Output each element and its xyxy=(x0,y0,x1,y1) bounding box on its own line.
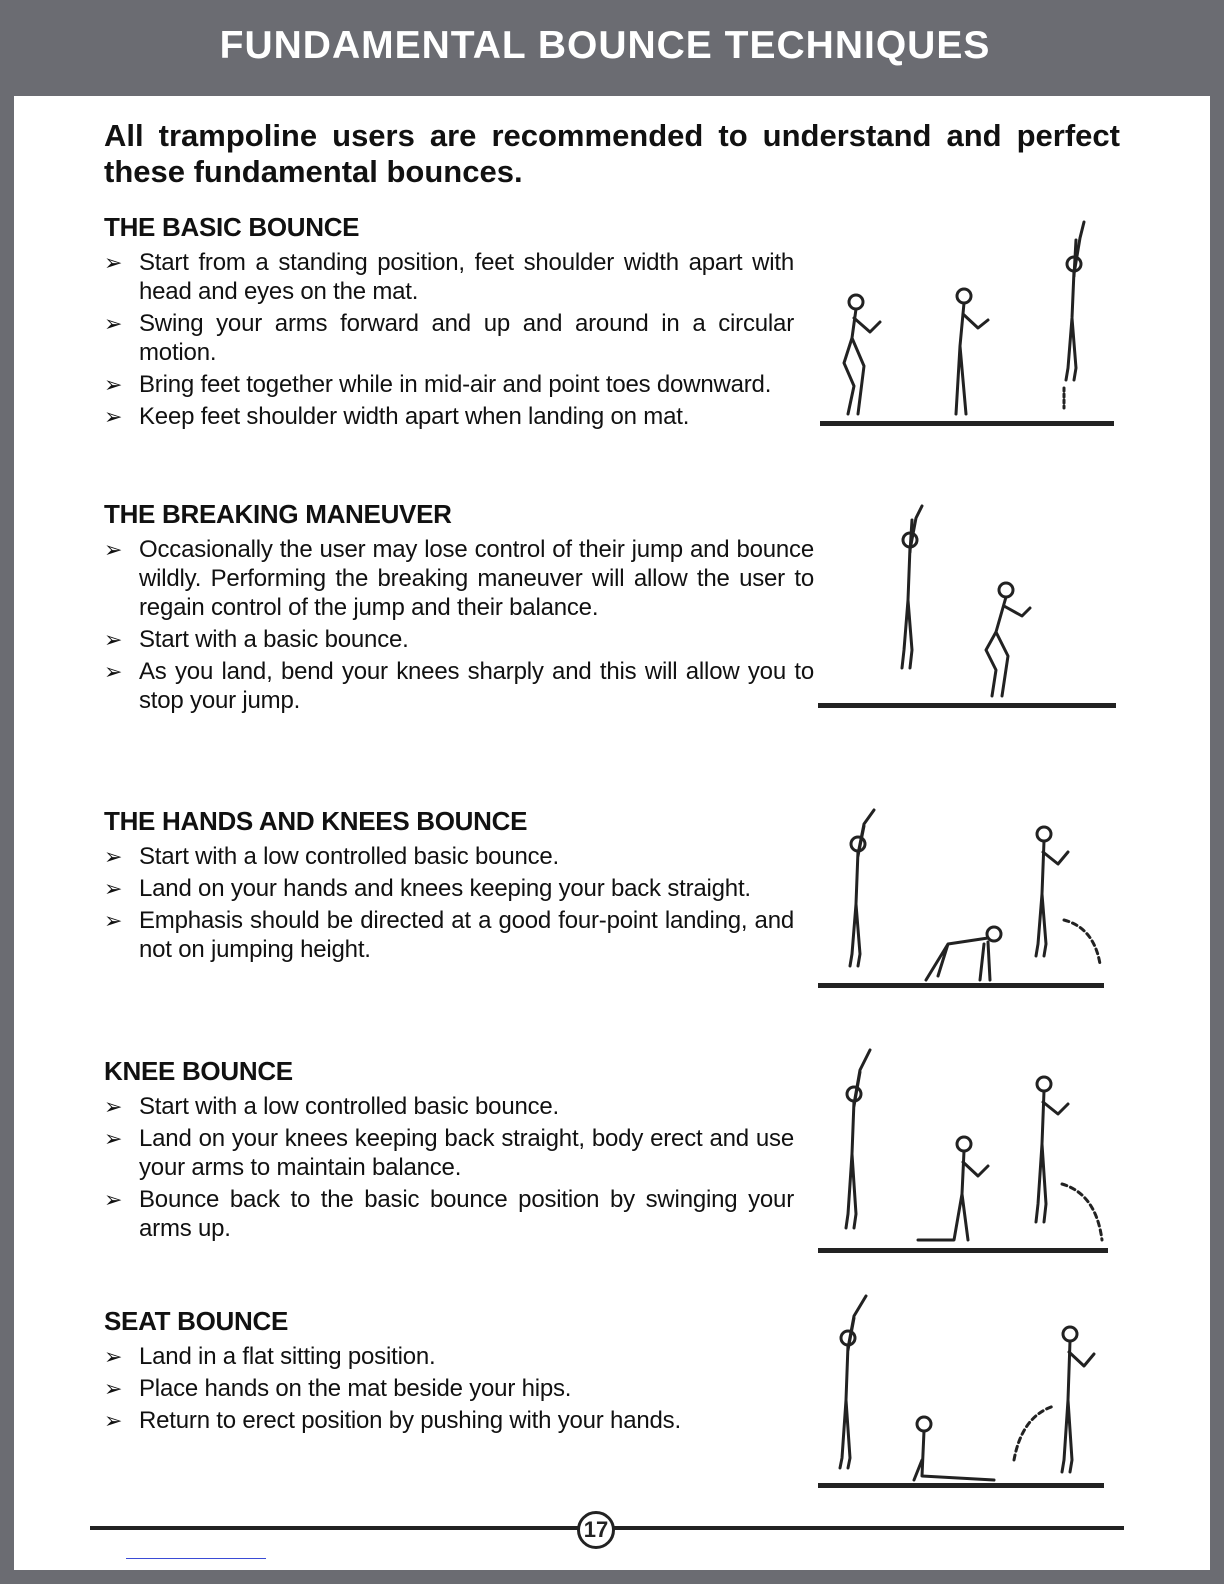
page-header xyxy=(0,0,1224,96)
section-title: SEAT BOUNCE xyxy=(104,1306,289,1336)
list-item: ➢ Land on your hands and knees keeping your back straight. xyxy=(104,875,751,902)
bullet-list xyxy=(104,535,814,715)
list-item: ➢ Bring feet together while in mid-air and point toes downward. xyxy=(104,371,772,398)
footer-rule-right xyxy=(610,1526,1124,1530)
list-item: ➢ Land on your knees keeping back straight, body erect and use your arms to maintain balance. xyxy=(104,1125,794,1181)
section-title: THE HANDS AND KNEES BOUNCE xyxy=(104,806,528,836)
page-title: FUNDAMENTAL BOUNCE TECHNIQUES xyxy=(219,24,991,67)
list-item: ➢ Occasionally the user may lose control of their jump and bounce wildly. Performing the breaking maneuver will allow the user to regain control of the jump and their balance. xyxy=(104,536,814,621)
arrow-bullet-icon: ➢ xyxy=(104,1376,123,1401)
bullet-list xyxy=(104,842,794,964)
arrow-bullet-icon: ➢ xyxy=(104,876,123,901)
section-seat-bounce xyxy=(104,1306,794,1438)
section-title: THE BASIC BOUNCE xyxy=(104,212,360,242)
arrow-bullet-icon: ➢ xyxy=(104,659,123,684)
bullet-list xyxy=(104,248,794,431)
list-item: ➢ Land in a flat sitting position. xyxy=(104,1343,436,1370)
list-item: ➢ Swing your arms forward and up and around in a circular motion. xyxy=(104,310,794,366)
hands-knees-illustration xyxy=(818,804,1108,994)
arrow-bullet-icon: ➢ xyxy=(104,1126,123,1151)
breaking-maneuver-illustration xyxy=(818,500,1118,712)
arrow-bullet-icon: ➢ xyxy=(104,1344,123,1369)
list-item: ➢ Start with a low controlled basic bounce. xyxy=(104,1093,560,1120)
arrow-bullet-icon: ➢ xyxy=(104,311,123,336)
list-item: ➢ Start from a standing position, feet shoulder width apart with head and eyes on the mat. xyxy=(104,249,794,305)
page-number: 17 xyxy=(577,1511,615,1549)
arrow-bullet-icon: ➢ xyxy=(104,1187,123,1212)
knee-bounce-illustration xyxy=(818,1044,1110,1256)
list-item: ➢ As you land, bend your knees sharply and this will allow you to stop your jump. xyxy=(104,658,814,714)
bullet-list xyxy=(104,1342,794,1435)
arrow-bullet-icon: ➢ xyxy=(104,250,123,275)
list-item: ➢ Emphasis should be directed at a good four-point landing, and not on jumping height. xyxy=(104,907,794,963)
section-title: KNEE BOUNCE xyxy=(104,1056,293,1086)
arrow-bullet-icon: ➢ xyxy=(104,844,123,869)
arrow-bullet-icon: ➢ xyxy=(104,537,123,562)
section-title: THE BREAKING MANEUVER xyxy=(104,499,452,529)
section-knee-bounce xyxy=(104,1056,794,1246)
list-item: ➢ Start with a basic bounce. xyxy=(104,626,409,653)
list-item: ➢ Bounce back to the basic bounce position by swinging your arms up. xyxy=(104,1186,794,1242)
arrow-bullet-icon: ➢ xyxy=(104,627,123,652)
section-basic-bounce xyxy=(104,212,794,434)
underline-artifact xyxy=(126,1558,266,1559)
section-hands-and-knees xyxy=(104,806,794,967)
list-item: ➢ Place hands on the mat beside your hips. xyxy=(104,1375,572,1402)
section-breaking-maneuver xyxy=(104,499,814,718)
bullet-list xyxy=(104,1092,794,1243)
arrow-bullet-icon: ➢ xyxy=(104,404,123,429)
list-item: ➢ Return to erect position by pushing with your hands. xyxy=(104,1407,681,1434)
list-item: ➢ Keep feet shoulder width apart when landing on mat. xyxy=(104,403,690,430)
footer-rule-left xyxy=(90,1526,580,1530)
arrow-bullet-icon: ➢ xyxy=(104,372,123,397)
arrow-bullet-icon: ➢ xyxy=(104,1094,123,1119)
arrow-bullet-icon: ➢ xyxy=(104,908,123,933)
basic-bounce-illustration xyxy=(818,218,1118,430)
intro-text: All trampoline users are recommended to understand and perfect these fundamental bounces. xyxy=(104,118,1120,189)
arrow-bullet-icon: ➢ xyxy=(104,1408,123,1433)
list-item: ➢ Start with a low controlled basic bounce. xyxy=(104,843,560,870)
seat-bounce-illustration xyxy=(818,1290,1108,1500)
